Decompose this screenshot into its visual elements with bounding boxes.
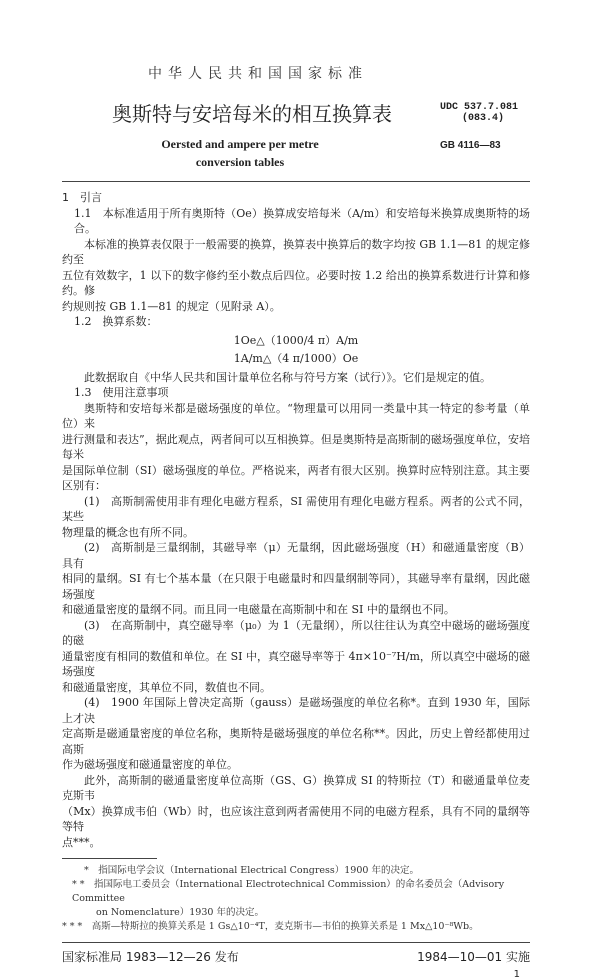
udc-line: (083.4) [462, 113, 505, 124]
footnote-3: * * * 高斯—特斯拉的换算关系是 1 Gs△10⁻⁴T，麦克斯韦—韦伯的换算关系是 1 Mx△10⁻⁸Wb。 [62, 921, 479, 932]
list-item-2: (2) 高斯制是三量纲制，其磁导率（μ）无量纲，因此磁场强度（H）和磁通量密度（B）具有 [62, 541, 530, 570]
english-title: conversion tables [195, 155, 285, 169]
paragraph-line: 定高斯是磁通量密度的单位名称，奥斯特是磁场强度的单位名称**。因此，历史上曾经都使用过高斯 [62, 727, 530, 756]
clause-1-3: 1.3 使用注意事项 [74, 386, 169, 399]
list-item-4: (4) 1900 年国际上曾决定高斯（gauss）是磁场强度的单位名称*。直到 1930 年，国际上才决 [62, 696, 530, 725]
issue-date: 国家标准局 1983—12—26 发布 [62, 950, 239, 964]
list-item-1: (1) 高斯制需使用非有理化电磁方程系，SI 需使用有理化电磁方程系。两者的公式不同，某些 [62, 494, 530, 523]
udc-code [440, 102, 518, 124]
list-item-3: (3) 在高斯制中，真空磁导率（μ₀）为 1（无量纲），所以往往认为真空中磁场的磁场强度的磁 [62, 618, 530, 647]
paragraph-line: 作为磁场强度和磁通量密度的单位。 [62, 758, 238, 771]
paragraph-line: 此外，高斯制的磁通量密度单位高斯（GS、G）换算成 SI 的特斯拉（T）和磁通量单位麦克斯韦 [62, 773, 530, 802]
document-body [62, 190, 530, 850]
paragraph-line: 和磁通量密度，其单位不同，数值也不同。 [62, 680, 271, 694]
footnote-divider [62, 858, 157, 859]
paragraph-line: 奥斯特和安培每米都是磁场强度的单位。“物理量可以用同一类量中其一特定的参考量（单位）来 [62, 401, 530, 430]
gb-number: GB 4116—83 [440, 140, 501, 151]
english-title: Oersted and ampere per metre [161, 137, 319, 151]
formula-oe-to-am: 1Oe△（1000/4 π）A/m [233, 333, 359, 347]
page-content [62, 181, 530, 980]
footnote-2-cont: on Nomenclature）1930 年的决定。 [96, 907, 264, 918]
paragraph-line: 相同的量纲。SI 有七个基本量（在只限于电磁量时和四量纲制等同），其磁导率有量纲，因此磁场强度 [62, 572, 530, 601]
paragraph-line: 五位有效数字，1 以下的数字修约至小数点后四位。必要时按 1.2 给出的换算系数进行计算和修约。修 [62, 268, 530, 297]
paragraph-line: 和磁通量密度的量纲不同。而且同一电磁量在高斯制中和在 SI 中的量纲也不同。 [62, 603, 455, 616]
paragraph-line: 通量密度有相同的数值和单位。在 SI 中，真空磁导率等于 4π×10⁻⁷H/m，所以真空中磁场的磁场强度 [62, 649, 530, 678]
paragraph-line: 约规则按 GB 1.1—81 的规定（见附录 A）。 [62, 299, 281, 313]
paragraph-line: 进行测量和表达”，据此观点，两者间可以互相换算。但是奥斯特是高斯制的磁场强度单位，安培每米 [62, 432, 530, 461]
footnotes [62, 864, 530, 934]
page-number: 1 [513, 969, 520, 980]
paragraph-line: 此数据取自《中华人民共和国计量单位名称与符号方案（试行）》。它们是规定的值。 [84, 370, 491, 384]
paragraph-line: 物理量的概念也有所不同。 [62, 525, 194, 539]
udc-line: UDC 537.7.081 [440, 102, 519, 113]
clause-1-2: 1.2 换算系数： [74, 315, 158, 328]
header-divider [62, 181, 530, 182]
paragraph-line: 本标准的换算表仅限于一般需要的换算，换算表中换算后的数字均按 GB 1.1—81 的规定修约至 [62, 237, 530, 266]
paragraph-line: 点***。 [62, 835, 101, 849]
footer-divider [62, 942, 530, 943]
paragraph-line: 是国际单位制（SI）磁场强度的单位。严格说来，两者有很大区别。换算时应特别注意。其主要区别有： [62, 463, 530, 492]
paragraph-line: （Mx）换算成韦伯（Wb）时，也应该注意到两者需使用不同的电磁方程系，具有不同的量纲等等特 [62, 804, 530, 833]
footnote-1: * 指国际电学会议（International Electrical Congress）1900 年的决定。 [84, 865, 419, 876]
clause-1-1: 1.1 本标准适用于所有奥斯特（Oe）换算成安培每米（A/m）和安培每米换算成奥斯特的场合。 [74, 206, 530, 235]
effective-date: 1984—10—01 实施 [417, 950, 530, 964]
document-title: 奥斯特与安培每米的相互换算表 [112, 102, 392, 126]
footer [62, 948, 530, 965]
section-heading: 1 引言 [62, 191, 102, 204]
formula-am-to-oe: 1A/m△（4 π/1000）Oe [233, 352, 359, 365]
footnote-2: * * 指国际电工委员会（International Electrotechnical Commission）的命名委员会（Advisory Committee [72, 879, 505, 904]
standard-label: 中华人民共和国国家标准 [148, 66, 368, 82]
